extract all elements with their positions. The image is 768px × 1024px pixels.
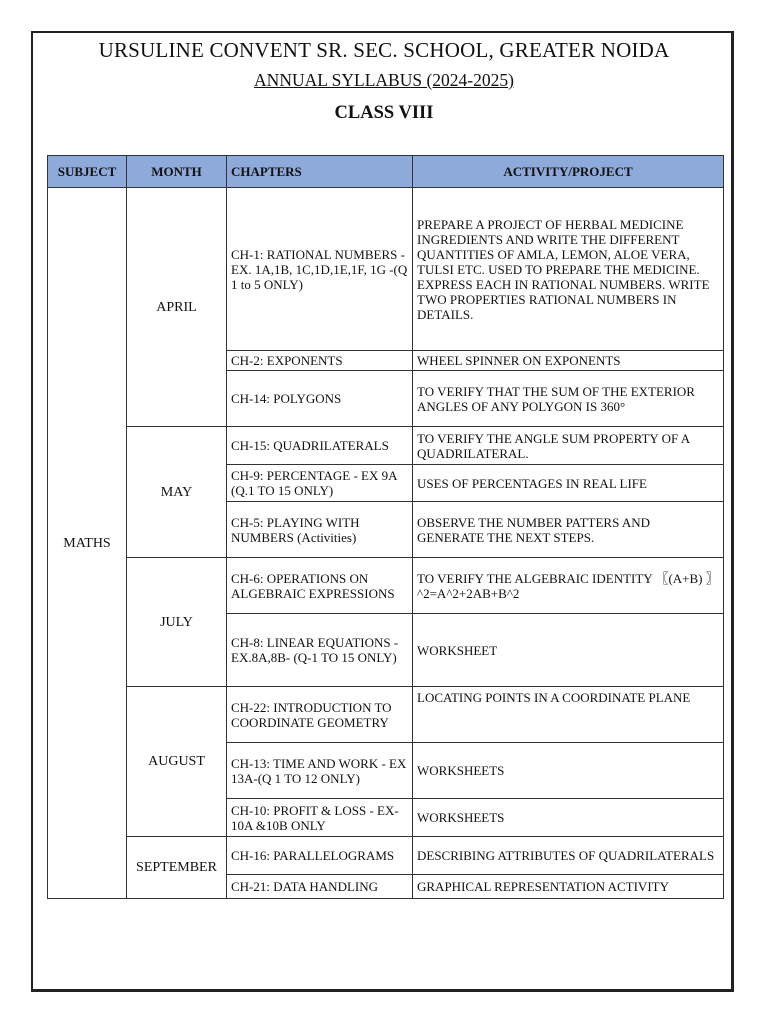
table-row — [48, 687, 724, 743]
column-header-subject: SUBJECT — [48, 156, 127, 188]
activity-cell: DESCRIBING ATTRIBUTES OF QUADRILATERALS — [413, 837, 724, 875]
school-name: URSULINE CONVENT SR. SEC. SCHOOL, GREATER NOIDA — [98, 38, 670, 62]
activity-cell: WORKSHEETS — [413, 799, 724, 837]
class-title: CLASS VIII — [334, 103, 434, 123]
chapter-cell: CH-2: EXPONENTS — [227, 351, 413, 371]
chapter-cell: CH-9: PERCENTAGE - EX 9A (Q.1 TO 15 ONLY) — [227, 465, 413, 502]
syllabus-title: ANNUAL SYLLABUS (2024-2025) — [254, 70, 514, 90]
activity-cell: TO VERIFY THAT THE SUM OF THE EXTERIOR ANGLES OF ANY POLYGON IS 360° — [413, 371, 724, 427]
chapter-cell: CH-14: POLYGONS — [227, 371, 413, 427]
month-cell-may: MAY — [127, 427, 227, 558]
activity-cell: OBSERVE THE NUMBER PATTERS AND GENERATE THE NEXT STEPS. — [413, 502, 724, 558]
table-row — [48, 188, 724, 351]
activity-cell: USES OF PERCENTAGES IN REAL LIFE — [413, 465, 724, 502]
activity-cell: PREPARE A PROJECT OF HERBAL MEDICINE INGREDIENTS AND WRITE THE DIFFERENT QUANTITIES OF AMLA, LEMON, ALOE VERA, TULSI ETC. USED TO PREPARE THE MEDICINE. EXPRESS EACH IN RATIONAL NUMBERS. WRITE TWO PROPERTIES RATIONAL NUMBERS IN DETAILS. — [413, 188, 724, 351]
syllabus-table — [47, 155, 724, 899]
table-row — [48, 558, 724, 614]
table-row — [48, 427, 724, 465]
activity-cell: TO VERIFY THE ANGLE SUM PROPERTY OF A QUADRILATERAL. — [413, 427, 724, 465]
chapter-cell: CH-6: OPERATIONS ON ALGEBRAIC EXPRESSIONS — [227, 558, 413, 614]
activity-cell: WHEEL SPINNER ON EXPONENTS — [413, 351, 724, 371]
column-header-month: MONTH — [127, 156, 227, 188]
chapter-cell: CH-13: TIME AND WORK - EX 13A-(Q 1 TO 12 ONLY) — [227, 743, 413, 799]
month-cell-september: SEPTEMBER — [127, 837, 227, 899]
chapter-cell: CH-1: RATIONAL NUMBERS -EX. 1A,1B, 1C,1D,1E,1F, 1G -(Q 1 to 5 ONLY) — [227, 188, 413, 351]
activity-cell: WORKSHEETS — [413, 743, 724, 799]
activity-cell: WORKSHEET — [413, 614, 724, 687]
column-header-activity: ACTIVITY/PROJECT — [413, 156, 724, 188]
month-cell-august: AUGUST — [127, 687, 227, 837]
activity-cell: TO VERIFY THE ALGEBRAIC IDENTITY 〖(A+B) 〗^2=A^2+2AB+B^2 — [413, 558, 724, 614]
chapter-cell: CH-16: PARALLELOGRAMS — [227, 837, 413, 875]
chapter-cell: CH-15: QUADRILATERALS — [227, 427, 413, 465]
subject-cell: MATHS — [48, 188, 127, 899]
activity-cell: GRAPHICAL REPRESENTATION ACTIVITY — [413, 875, 724, 899]
chapter-cell: CH-8: LINEAR EQUATIONS - EX.8A,8B- (Q-1 TO 15 ONLY) — [227, 614, 413, 687]
table-row — [48, 837, 724, 875]
chapter-cell: CH-10: PROFIT & LOSS - EX-10A &10B ONLY — [227, 799, 413, 837]
column-header-chapters: CHAPTERS — [227, 156, 413, 188]
activity-cell: LOCATING POINTS IN A COORDINATE PLANE — [413, 687, 724, 743]
month-cell-april: APRIL — [127, 188, 227, 427]
chapter-cell: CH-21: DATA HANDLING — [227, 875, 413, 899]
month-cell-july: JULY — [127, 558, 227, 687]
chapter-cell: CH-22: INTRODUCTION TO COORDINATE GEOMETRY — [227, 687, 413, 743]
table-header-row — [48, 156, 724, 188]
chapter-cell: CH-5: PLAYING WITH NUMBERS (Activities) — [227, 502, 413, 558]
